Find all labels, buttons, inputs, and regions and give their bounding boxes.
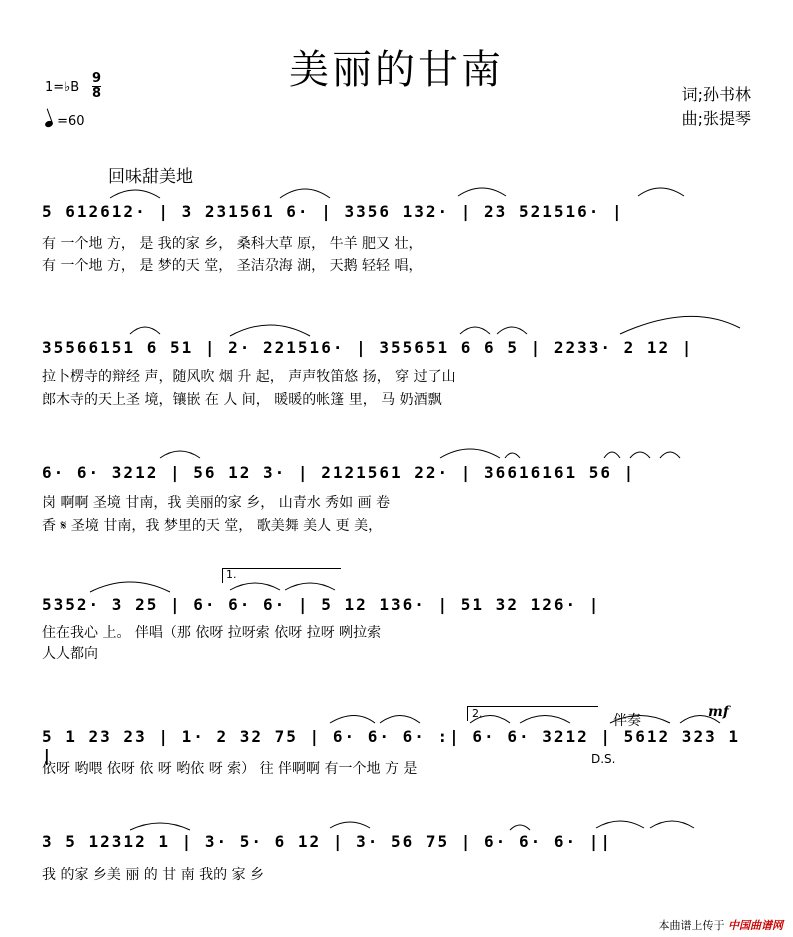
dynamic-mark: mf (708, 704, 729, 720)
lyric-line-3a: 岗 啊啊 圣境 甘南，我 美丽的家 乡， 山青水 秀如 画 卷 (42, 495, 391, 511)
footer-prefix: 本曲谱上传于 (658, 919, 725, 932)
key-signature: 1=♭B (45, 80, 80, 95)
accompaniment-mark: 伴奏 (613, 713, 641, 729)
lyric-line-5a: 依呀 哟喂 依呀 依 呀 哟依 呀 索） 往 伴啊啊 有一个地 方 是 (42, 761, 418, 777)
footer-site: 中国曲谱网 (728, 919, 783, 932)
lyric-line-3b: 香 𝄋 圣境 甘南，我 梦里的天 堂， 歌美舞 美人 更 美， (42, 518, 383, 534)
dal-segno-mark: D.S. (591, 752, 616, 766)
score-title: 美丽的甘南 (289, 47, 504, 93)
time-numerator: 9 (92, 71, 102, 86)
lyric-line-2a: 拉卜楞寺的辩经 声，随风吹 烟 升 起， 声声牧笛悠 扬， 穿 过了山 (42, 369, 456, 385)
volta-2-label: 2. (472, 707, 483, 720)
tempo-value: =60 (57, 114, 85, 129)
section-caption: 回味甜美地 (108, 167, 193, 187)
lyric-line-4a: 住在我心 上。 伴唱（那 依呀 拉呀索 依呀 拉呀 咧拉索 (42, 625, 382, 641)
lyric-line-2b: 郎木寺的天上圣 境，镶嵌 在 人 间， 暖暖的帐篷 里， 马 奶酒飘 (42, 392, 442, 408)
notes-line-5: 5 1 23 23 | 1· 2 32 75 | 6· 6· 6· :| 6· 6· 3212 | 5612 323 1 | (42, 727, 740, 765)
volta-1-label: 1. (226, 568, 237, 581)
watermark (659, 917, 784, 933)
lyric-line-1a: 有 一个地 方， 是 我的家 乡， 桑科大草 原， 牛羊 肥又 壮， (42, 236, 423, 252)
notes-line-6: 3 5 12312 1 | 3· 5· 6 12 | 3· 56 75 | 6· 6· 6· || (42, 832, 613, 851)
time-denominator: 8 (92, 86, 102, 101)
lyricist-credit: 词;孙书林 (681, 85, 751, 104)
notes-line-3: 6· 6· 3212 | 56 12 3· | 2121561 22· | 36616161 56 | (42, 463, 636, 482)
notes-line-4: 5352· 3 25 | 6· 6· 6· | 5 12 136· | 51 32 126· | (42, 595, 601, 614)
lyric-line-1b: 有 一个地 方， 是 梦的天 堂， 圣洁尕海 湖， 天鹅 轻轻 唱， (42, 258, 423, 274)
lyric-line-6a: 我 的家 乡美 丽 的 甘 南 我的 家 乡 (42, 867, 265, 883)
composer-credit: 曲;张提琴 (681, 109, 751, 128)
notes-line-1: 5 612612· | 3 231561 6· | 3356 132· | 23 521516· | (42, 202, 624, 221)
lyric-line-4b: 人人都向 (42, 646, 98, 662)
notes-line-2: 35566151 6 51 | 2· 221516· | 355651 6 6 5 | 2233· 2 12 | (42, 338, 694, 357)
